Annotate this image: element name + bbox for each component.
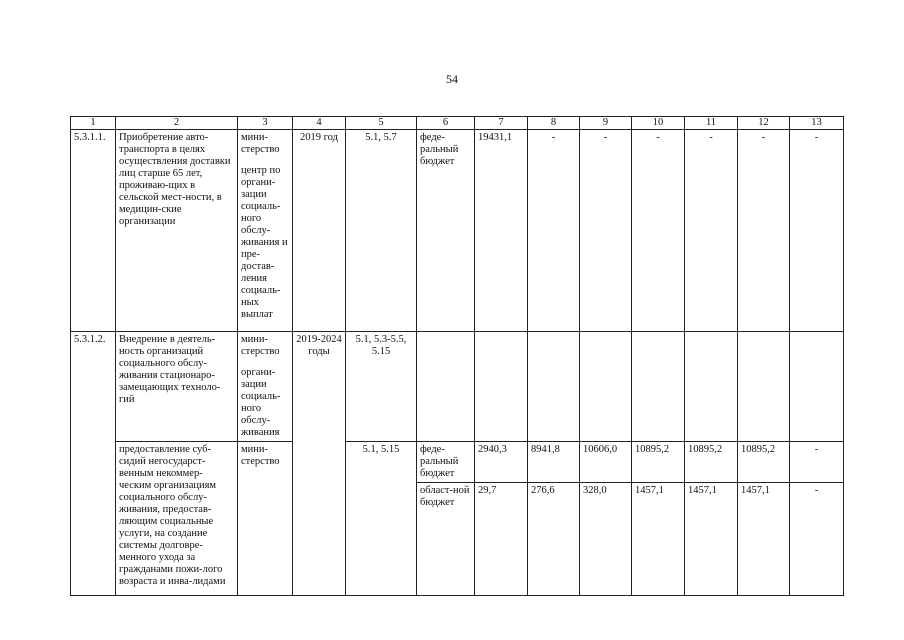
amount-cell	[528, 332, 580, 442]
amount-cell: 1457,1	[632, 483, 685, 596]
header-cell: 13	[790, 117, 844, 130]
amount-cell: 2940,3	[475, 442, 528, 483]
amount-cell: 276,6	[528, 483, 580, 596]
item-number: 5.3.1.2.	[71, 332, 116, 596]
amount-cell	[580, 332, 632, 442]
amount-cell: 328,0	[580, 483, 632, 596]
executor-line: мини-стерство	[241, 132, 280, 155]
amount-cell: 1457,1	[738, 483, 790, 596]
header-cell: 3	[238, 117, 293, 130]
header-cell: 11	[685, 117, 738, 130]
amount-cell: -	[738, 130, 790, 332]
amount-cell	[632, 332, 685, 442]
executor-line: мини-стерство	[241, 334, 280, 357]
amount-cell: -	[790, 483, 844, 596]
funding-source: област-ной бюджет	[417, 483, 475, 596]
executor-line: центр по органи-зации социаль-ного обслу-живания и пре-достав-ления социаль-ных выплат	[241, 165, 288, 320]
amount-cell: -	[685, 130, 738, 332]
amount-cell: -	[790, 442, 844, 483]
amount-cell	[790, 332, 844, 442]
header-cell: 1	[71, 117, 116, 130]
funding-source: феде-ральный бюджет	[417, 130, 475, 332]
header-cell: 2	[116, 117, 238, 130]
period-cell: 2019-2024 годы	[293, 332, 346, 596]
page-number: 54	[446, 72, 458, 86]
indicator-links: 5.1, 5.7	[346, 130, 417, 332]
indicator-links: 5.1, 5.15	[346, 442, 417, 596]
header-cell: 6	[417, 117, 475, 130]
funding-source: феде-ральный бюджет	[417, 442, 475, 483]
amount-cell	[685, 332, 738, 442]
amount-cell: 10606,0	[580, 442, 632, 483]
amount-cell	[475, 332, 528, 442]
amount-cell: 10895,2	[632, 442, 685, 483]
header-cell: 7	[475, 117, 528, 130]
executor-line: органи-зации социаль-ного обслу-живания	[241, 367, 281, 438]
item-number: 5.3.1.1.	[71, 130, 116, 332]
table-row	[71, 130, 844, 332]
amount-cell: -	[528, 130, 580, 332]
item-name: Приобретение авто-транспорта в целях осуществления доставки лиц старше 65 лет, проживаю-щих в сельской мест-ности, в медицин-ские организации	[116, 130, 238, 332]
executor-cell	[238, 130, 293, 332]
amount-cell: 1457,1	[685, 483, 738, 596]
indicator-links: 5.1, 5.3-5.5, 5.15	[346, 332, 417, 442]
header-cell: 4	[293, 117, 346, 130]
amount-cell: 10895,2	[738, 442, 790, 483]
period-cell: 2019 год	[293, 130, 346, 332]
amount-cell: 29,7	[475, 483, 528, 596]
item-name: Внедрение в деятель-ность организаций социального обслу-живания стационаро-замещающих техноло-гий	[116, 332, 238, 442]
table-row	[71, 442, 844, 483]
table-row	[71, 332, 844, 442]
header-cell: 12	[738, 117, 790, 130]
amount-cell: 8941,8	[528, 442, 580, 483]
amount-cell: -	[790, 130, 844, 332]
header-row	[71, 117, 844, 130]
executor-cell: мини-стерство	[238, 442, 293, 596]
amount-cell: -	[580, 130, 632, 332]
executor-cell	[238, 332, 293, 442]
header-cell: 9	[580, 117, 632, 130]
amount-cell	[738, 332, 790, 442]
amount-cell: 19431,1	[475, 130, 528, 332]
funding-source	[417, 332, 475, 442]
amount-cell: 10895,2	[685, 442, 738, 483]
header-cell: 5	[346, 117, 417, 130]
header-cell: 8	[528, 117, 580, 130]
amount-cell: -	[632, 130, 685, 332]
header-cell: 10	[632, 117, 685, 130]
item-name: предоставление суб-сидий негосударст-венным некоммер-ческим организациям социального обслу-живания, предостав-ляющим социальные услуги, на создание системы долговре-менного ухода за гражданами пожи-лого возраста и инва-лидами	[116, 442, 238, 596]
program-table	[70, 116, 844, 596]
